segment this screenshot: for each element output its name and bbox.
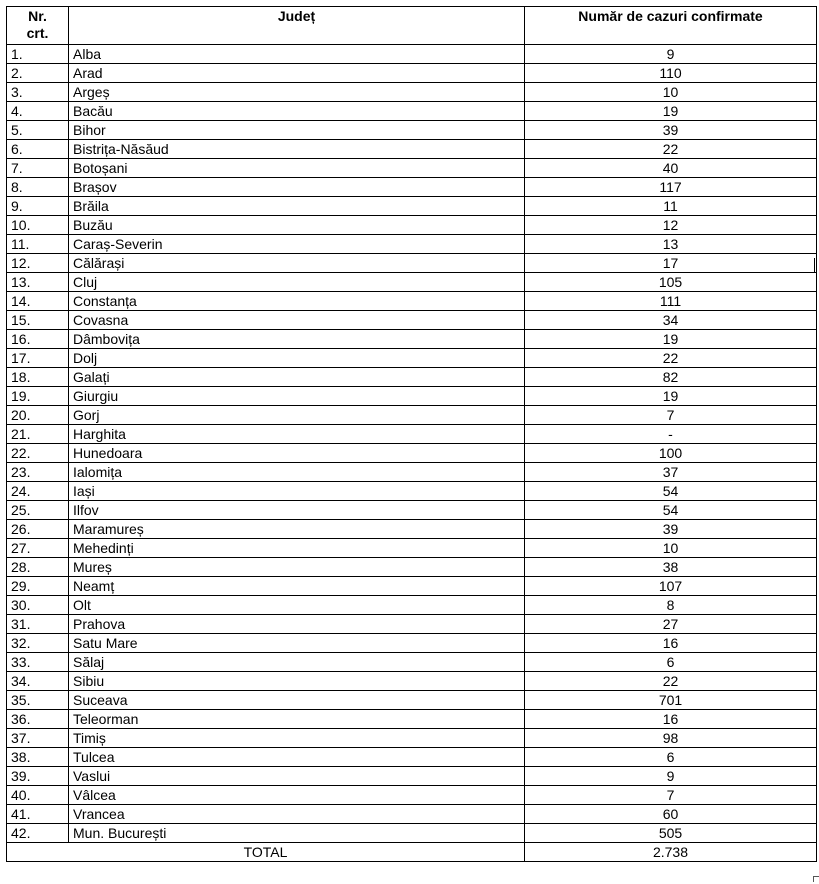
case-count: 82 (525, 368, 817, 387)
total-row (7, 843, 817, 862)
table-row (7, 406, 817, 425)
case-count: 6 (525, 748, 817, 767)
case-count: 117 (525, 178, 817, 197)
county-name: Mun. București (69, 824, 525, 843)
case-count: 111 (525, 292, 817, 311)
case-count: 7 (525, 406, 817, 425)
table-row (7, 653, 817, 672)
row-number: 8. (7, 178, 69, 197)
case-count: 6 (525, 653, 817, 672)
case-count: 39 (525, 121, 817, 140)
header-nr-line1: Nr. (28, 8, 47, 24)
table-row (7, 691, 817, 710)
case-count: 505 (525, 824, 817, 843)
case-count: 12 (525, 216, 817, 235)
header-nr-line2: crt. (26, 25, 49, 41)
case-count: 38 (525, 558, 817, 577)
case-count: 19 (525, 330, 817, 349)
case-count: 19 (525, 387, 817, 406)
table-row (7, 634, 817, 653)
row-number: 18. (7, 368, 69, 387)
table-row (7, 64, 817, 83)
row-number: 13. (7, 273, 69, 292)
county-name: Satu Mare (69, 634, 525, 653)
text-cursor (814, 258, 815, 272)
county-name: Ialomița (69, 463, 525, 482)
case-count: 54 (525, 482, 817, 501)
row-number: 33. (7, 653, 69, 672)
case-count: 40 (525, 159, 817, 178)
cases-table (6, 6, 817, 862)
table-row (7, 254, 817, 273)
county-name: Arad (69, 64, 525, 83)
case-count: 105 (525, 273, 817, 292)
row-number: 40. (7, 786, 69, 805)
county-name: Alba (69, 45, 525, 64)
county-name: Suceava (69, 691, 525, 710)
case-count: 19 (525, 102, 817, 121)
county-name: Bacău (69, 102, 525, 121)
county-name: Cluj (69, 273, 525, 292)
row-number: 36. (7, 710, 69, 729)
table-row (7, 235, 817, 254)
table-row (7, 292, 817, 311)
county-name: Argeș (69, 83, 525, 102)
row-number: 4. (7, 102, 69, 121)
header-judet: Județ (69, 7, 525, 45)
header-nr-crt (7, 7, 69, 45)
table-row (7, 216, 817, 235)
county-name: Tulcea (69, 748, 525, 767)
county-name: Galați (69, 368, 525, 387)
county-name: Mureș (69, 558, 525, 577)
county-name: Bihor (69, 121, 525, 140)
case-count: 13 (525, 235, 817, 254)
table-row (7, 729, 817, 748)
case-count: 10 (525, 539, 817, 558)
header-cazuri: Număr de cazuri confirmate (525, 7, 817, 45)
row-number: 29. (7, 577, 69, 596)
row-number: 6. (7, 140, 69, 159)
row-number: 30. (7, 596, 69, 615)
row-number: 15. (7, 311, 69, 330)
case-count: 107 (525, 577, 817, 596)
table-row (7, 539, 817, 558)
county-name: Călărași (69, 254, 525, 273)
table-row (7, 349, 817, 368)
row-number: 24. (7, 482, 69, 501)
table-row (7, 596, 817, 615)
county-name: Dolj (69, 349, 525, 368)
case-count: 22 (525, 140, 817, 159)
table-row (7, 805, 817, 824)
case-count: 11 (525, 197, 817, 216)
case-count: 9 (525, 767, 817, 786)
table-row (7, 387, 817, 406)
table-row (7, 425, 817, 444)
case-count: 22 (525, 349, 817, 368)
case-count: - (525, 425, 817, 444)
row-number: 35. (7, 691, 69, 710)
total-value: 2.738 (525, 843, 817, 862)
table-row (7, 102, 817, 121)
county-name: Dâmbovița (69, 330, 525, 349)
table-row (7, 140, 817, 159)
table-row (7, 748, 817, 767)
case-count: 34 (525, 311, 817, 330)
row-number: 22. (7, 444, 69, 463)
row-number: 2. (7, 64, 69, 83)
table-row (7, 178, 817, 197)
row-number: 28. (7, 558, 69, 577)
case-count: 16 (525, 634, 817, 653)
county-name: Covasna (69, 311, 525, 330)
table-row (7, 577, 817, 596)
table-row (7, 672, 817, 691)
county-name: Vaslui (69, 767, 525, 786)
county-name: Bistrița-Năsăud (69, 140, 525, 159)
table-row (7, 482, 817, 501)
table-row (7, 45, 817, 64)
case-count: 17 (525, 254, 817, 273)
table-row (7, 520, 817, 539)
county-name: Mehedinți (69, 539, 525, 558)
table-row (7, 463, 817, 482)
county-name: Neamț (69, 577, 525, 596)
county-name: Giurgiu (69, 387, 525, 406)
case-count: 98 (525, 729, 817, 748)
table-row (7, 330, 817, 349)
county-name: Prahova (69, 615, 525, 634)
row-number: 31. (7, 615, 69, 634)
row-number: 11. (7, 235, 69, 254)
case-count: 9 (525, 45, 817, 64)
county-name: Vrancea (69, 805, 525, 824)
table-row (7, 368, 817, 387)
row-number: 32. (7, 634, 69, 653)
table-row (7, 197, 817, 216)
row-number: 26. (7, 520, 69, 539)
row-number: 16. (7, 330, 69, 349)
table-row (7, 710, 817, 729)
case-count: 27 (525, 615, 817, 634)
county-name: Botoșani (69, 159, 525, 178)
row-number: 19. (7, 387, 69, 406)
row-number: 1. (7, 45, 69, 64)
county-name: Brașov (69, 178, 525, 197)
page-corner-mark (813, 876, 819, 882)
table-row (7, 615, 817, 634)
county-name: Caraș-Severin (69, 235, 525, 254)
case-count: 8 (525, 596, 817, 615)
case-count: 110 (525, 64, 817, 83)
county-name: Buzău (69, 216, 525, 235)
row-number: 10. (7, 216, 69, 235)
table-row (7, 83, 817, 102)
row-number: 27. (7, 539, 69, 558)
county-name: Olt (69, 596, 525, 615)
case-count: 10 (525, 83, 817, 102)
row-number: 37. (7, 729, 69, 748)
county-name: Constanța (69, 292, 525, 311)
row-number: 14. (7, 292, 69, 311)
county-name: Vâlcea (69, 786, 525, 805)
county-name: Brăila (69, 197, 525, 216)
row-number: 41. (7, 805, 69, 824)
header-row (7, 7, 817, 45)
county-name: Gorj (69, 406, 525, 425)
case-count: 39 (525, 520, 817, 539)
case-count: 60 (525, 805, 817, 824)
total-label: TOTAL (7, 843, 525, 862)
county-name: Hunedoara (69, 444, 525, 463)
table-row (7, 444, 817, 463)
county-name: Teleorman (69, 710, 525, 729)
row-number: 34. (7, 672, 69, 691)
row-number: 23. (7, 463, 69, 482)
row-number: 5. (7, 121, 69, 140)
table-row (7, 767, 817, 786)
row-number: 7. (7, 159, 69, 178)
county-name: Sibiu (69, 672, 525, 691)
table-row (7, 121, 817, 140)
case-count: 54 (525, 501, 817, 520)
county-name: Timiș (69, 729, 525, 748)
row-number: 20. (7, 406, 69, 425)
table-row (7, 159, 817, 178)
case-count: 22 (525, 672, 817, 691)
row-number: 17. (7, 349, 69, 368)
county-name: Iași (69, 482, 525, 501)
county-name: Harghita (69, 425, 525, 444)
case-count: 100 (525, 444, 817, 463)
row-number: 42. (7, 824, 69, 843)
row-number: 9. (7, 197, 69, 216)
row-number: 39. (7, 767, 69, 786)
case-count: 7 (525, 786, 817, 805)
table-row (7, 311, 817, 330)
table-row (7, 273, 817, 292)
county-name: Sălaj (69, 653, 525, 672)
case-count: 701 (525, 691, 817, 710)
table-row (7, 501, 817, 520)
county-name: Ilfov (69, 501, 525, 520)
row-number: 38. (7, 748, 69, 767)
table-body (7, 45, 817, 862)
county-name: Maramureș (69, 520, 525, 539)
case-count: 16 (525, 710, 817, 729)
row-number: 3. (7, 83, 69, 102)
table-row (7, 558, 817, 577)
row-number: 21. (7, 425, 69, 444)
row-number: 25. (7, 501, 69, 520)
table-row (7, 786, 817, 805)
row-number: 12. (7, 254, 69, 273)
table-row (7, 824, 817, 843)
case-count: 37 (525, 463, 817, 482)
